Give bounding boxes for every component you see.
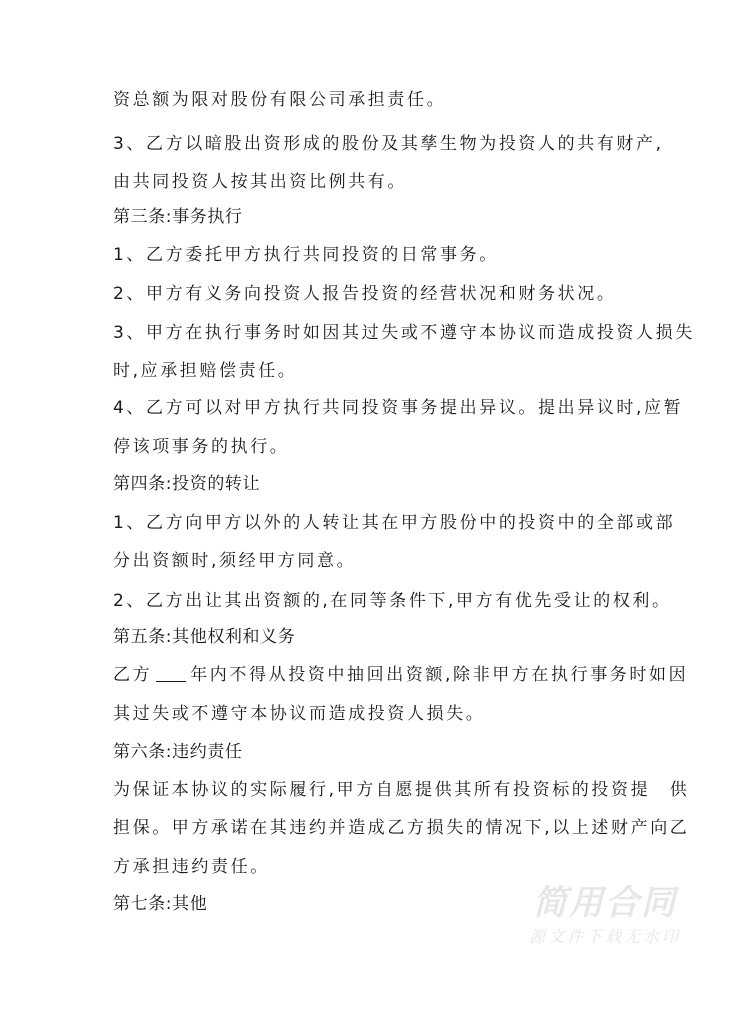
body-line: 方承担违约责任。 bbox=[113, 857, 270, 877]
body-line: 分出资额时,须经甲方同意。 bbox=[113, 551, 357, 571]
body-line: 3、乙方以暗股出资形成的股份及其孳生物为投资人的共有财产, bbox=[113, 134, 664, 154]
body-line: 1、乙方委托甲方执行共同投资的日常事务。 bbox=[113, 245, 499, 265]
body-line: 停该项事务的执行。 bbox=[113, 437, 290, 457]
watermark bbox=[505, 882, 705, 948]
body-line: 其过失或不遵守本协议而造成投资人损失。 bbox=[113, 704, 486, 724]
body-line: 担保。甲方承诺在其违约并造成乙方损失的情况下,以上述财产向乙 bbox=[113, 818, 690, 838]
body-line-with-blank bbox=[113, 664, 689, 686]
section-heading-5: 第五条:其他权利和义务 bbox=[113, 627, 296, 647]
section-heading-6: 第六条:违约责任 bbox=[113, 742, 243, 762]
fill-in-blank bbox=[156, 665, 186, 682]
body-line: 3、甲方在执行事务时如因其过失或不遵守本协议而造成投资人损失 bbox=[113, 323, 695, 343]
section-heading-4: 第四条:投资的转让 bbox=[113, 474, 261, 494]
body-line: 由共同投资人按其出资比例共有。 bbox=[113, 172, 407, 192]
body-line-text: 年内不得从投资中抽回出资额,除非甲方在执行事务时如因 bbox=[190, 665, 689, 685]
body-line: 为保证本协议的实际履行,甲方自愿提供其所有投资标的投资提 供 bbox=[113, 780, 690, 800]
body-line: 4、乙方可以对甲方执行共同投资事务提出异议。提出异议时,应暂 bbox=[113, 398, 684, 418]
watermark-title: 简用合同 bbox=[533, 883, 677, 923]
section-heading-3: 第三条:事务执行 bbox=[113, 207, 243, 227]
section-heading-7: 第七条:其他 bbox=[113, 894, 208, 914]
body-line: 2、乙方出让其出资额的,在同等条件下,甲方有优先受让的权利。 bbox=[113, 591, 672, 611]
body-line: 资总额为限对股份有限公司承担责任。 bbox=[113, 90, 447, 110]
body-line: 时,应承担赔偿责任。 bbox=[113, 361, 298, 381]
body-line: 2、甲方有义务向投资人报告投资的经营状况和财务状况。 bbox=[113, 284, 617, 304]
body-line: 1、乙方向甲方以外的人转让其在甲方股份中的投资中的全部或部 bbox=[113, 513, 676, 533]
watermark-subtitle: 源文件下载无水印 bbox=[528, 927, 681, 946]
party-b-label: 乙方 bbox=[113, 665, 153, 685]
